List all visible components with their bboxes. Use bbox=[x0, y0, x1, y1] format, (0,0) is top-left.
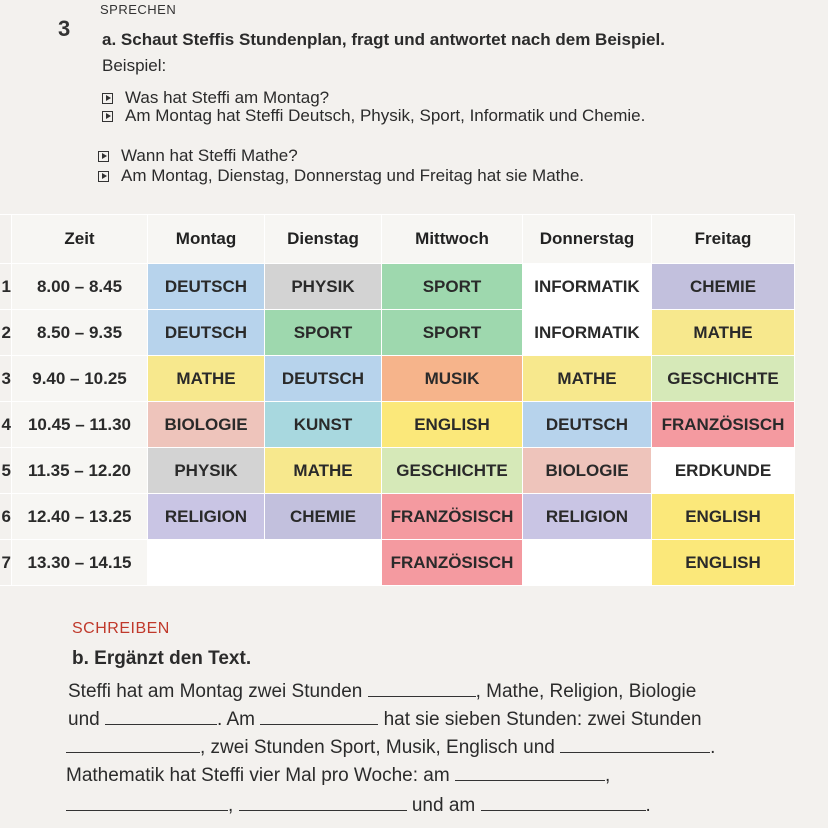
timetable bbox=[0, 214, 795, 586]
cloze-blank[interactable] bbox=[66, 792, 228, 811]
table-row bbox=[0, 356, 795, 402]
lesson-cell: PHYSIK bbox=[148, 448, 265, 494]
example-answer-2: Am Montag, Dienstag, Donnerstag und Freitag hat sie Mathe. bbox=[121, 166, 585, 185]
lesson-cell: SPORT bbox=[382, 264, 523, 310]
table-row bbox=[0, 264, 795, 310]
lesson-cell: MATHE bbox=[148, 356, 265, 402]
cloze-text: Mathematik hat Steffi vier Mal pro Woche: am bbox=[66, 765, 450, 786]
audio-play-icon[interactable] bbox=[102, 93, 113, 104]
cloze-line-2 bbox=[68, 706, 702, 734]
lesson-cell: CHEMIE bbox=[265, 494, 382, 540]
cloze-text: und am bbox=[411, 795, 476, 816]
table-row bbox=[0, 494, 795, 540]
cloze-blank[interactable] bbox=[105, 706, 217, 725]
header-freitag: Freitag bbox=[652, 215, 795, 264]
table-row bbox=[0, 448, 795, 494]
header-zeit: Zeit bbox=[12, 215, 148, 264]
cloze-blank[interactable] bbox=[260, 706, 378, 725]
cloze-text: Steffi hat am Montag zwei Stunden bbox=[68, 681, 363, 702]
lesson-cell: ENGLISH bbox=[652, 540, 795, 586]
cloze-text: , zwei Stunden Sport, Musik, Englisch und bbox=[200, 737, 555, 758]
task-number: 3 bbox=[58, 16, 71, 41]
lesson-cell: SPORT bbox=[382, 310, 523, 356]
audio-play-icon[interactable] bbox=[98, 171, 109, 182]
example-answer-1: Am Montag hat Steffi Deutsch, Physik, Sport, Informatik und Chemie. bbox=[125, 106, 646, 125]
cloze-line-3 bbox=[66, 734, 715, 762]
lesson-cell: KUNST bbox=[265, 402, 382, 448]
row-number: 3 bbox=[0, 356, 12, 402]
cloze-blank[interactable] bbox=[455, 762, 605, 781]
cloze-text: . bbox=[710, 737, 716, 758]
row-number: 6 bbox=[0, 494, 12, 540]
header-dienstag: Dienstag bbox=[265, 215, 382, 264]
lesson-cell: FRANZÖSISCH bbox=[382, 494, 523, 540]
example-question-2: Wann hat Steffi Mathe? bbox=[121, 146, 298, 165]
lesson-cell: PHYSIK bbox=[265, 264, 382, 310]
lesson-cell: DEUTSCH bbox=[523, 402, 652, 448]
task-b-title: b. Ergänzt den Text. bbox=[72, 648, 252, 669]
cloze-blank[interactable] bbox=[66, 734, 200, 753]
cloze-blank[interactable] bbox=[481, 792, 646, 811]
row-number: 4 bbox=[0, 402, 12, 448]
header-donnerstag: Donnerstag bbox=[523, 215, 652, 264]
time-cell: 10.45 – 11.30 bbox=[12, 402, 148, 448]
lesson-cell: INFORMATIK bbox=[523, 310, 652, 356]
lesson-cell: MATHE bbox=[652, 310, 795, 356]
example-line-4 bbox=[98, 166, 584, 186]
lesson-cell: DEUTSCH bbox=[148, 310, 265, 356]
lesson-cell: BIOLOGIE bbox=[523, 448, 652, 494]
row-number: 5 bbox=[0, 448, 12, 494]
lesson-cell: FRANZÖSISCH bbox=[652, 402, 795, 448]
audio-play-icon[interactable] bbox=[102, 111, 113, 122]
header-mittwoch: Mittwoch bbox=[382, 215, 523, 264]
lesson-cell: BIOLOGIE bbox=[148, 402, 265, 448]
example-question-1: Was hat Steffi am Montag? bbox=[125, 88, 330, 107]
lesson-cell: INFORMATIK bbox=[523, 264, 652, 310]
timetable-header-row bbox=[0, 215, 795, 264]
time-cell: 12.40 – 13.25 bbox=[12, 494, 148, 540]
lesson-cell bbox=[148, 540, 265, 586]
cloze-blank[interactable] bbox=[239, 792, 407, 811]
lesson-cell: MATHE bbox=[523, 356, 652, 402]
example-line-2 bbox=[102, 106, 645, 126]
table-row bbox=[0, 310, 795, 356]
lesson-cell: ERDKUNDE bbox=[652, 448, 795, 494]
table-row bbox=[0, 402, 795, 448]
lesson-cell: RELIGION bbox=[523, 494, 652, 540]
row-number-header bbox=[0, 215, 12, 264]
cloze-line-4 bbox=[66, 762, 610, 790]
row-number: 2 bbox=[0, 310, 12, 356]
lesson-cell bbox=[523, 540, 652, 586]
cloze-text: hat sie sieben Stunden: zwei Stunden bbox=[383, 709, 702, 730]
time-cell: 11.35 – 12.20 bbox=[12, 448, 148, 494]
example-line-3 bbox=[98, 146, 298, 166]
cloze-text: , bbox=[604, 765, 611, 786]
lesson-cell: RELIGION bbox=[148, 494, 265, 540]
time-cell: 13.30 – 14.15 bbox=[12, 540, 148, 586]
example-line-1 bbox=[102, 88, 329, 108]
cloze-text: . Am bbox=[216, 709, 255, 730]
example-label: Beispiel: bbox=[102, 56, 167, 75]
audio-play-icon[interactable] bbox=[98, 151, 109, 162]
lesson-cell: MATHE bbox=[265, 448, 382, 494]
section-label-sprechen: SPRECHEN bbox=[100, 2, 177, 17]
task-a-title: a. Schaut Steffis Stundenplan, fragt und antwortet nach dem Beispiel. bbox=[102, 30, 665, 49]
cloze-blank[interactable] bbox=[368, 678, 476, 697]
header-montag: Montag bbox=[148, 215, 265, 264]
time-cell: 9.40 – 10.25 bbox=[12, 356, 148, 402]
cloze-text: . bbox=[645, 795, 651, 816]
lesson-cell: ENGLISH bbox=[652, 494, 795, 540]
cloze-blank[interactable] bbox=[560, 734, 710, 753]
table-row bbox=[0, 540, 795, 586]
cloze-text: , bbox=[228, 795, 234, 816]
row-number: 1 bbox=[0, 264, 12, 310]
cloze-text: und bbox=[68, 709, 100, 730]
cloze-line-1 bbox=[68, 678, 696, 706]
cloze-text: , Mathe, Religion, Biologie bbox=[475, 681, 697, 702]
lesson-cell: GESCHICHTE bbox=[652, 356, 795, 402]
section-label-schreiben: SCHREIBEN bbox=[72, 620, 170, 637]
time-cell: 8.00 – 8.45 bbox=[12, 264, 148, 310]
row-number: 7 bbox=[0, 540, 12, 586]
time-cell: 8.50 – 9.35 bbox=[12, 310, 148, 356]
lesson-cell: DEUTSCH bbox=[265, 356, 382, 402]
lesson-cell: MUSIK bbox=[382, 356, 523, 402]
lesson-cell: CHEMIE bbox=[652, 264, 795, 310]
lesson-cell: FRANZÖSISCH bbox=[382, 540, 523, 586]
lesson-cell: GESCHICHTE bbox=[382, 448, 523, 494]
cloze-line-5 bbox=[66, 792, 651, 820]
lesson-cell: ENGLISH bbox=[382, 402, 523, 448]
lesson-cell bbox=[265, 540, 382, 586]
lesson-cell: SPORT bbox=[265, 310, 382, 356]
lesson-cell: DEUTSCH bbox=[148, 264, 265, 310]
